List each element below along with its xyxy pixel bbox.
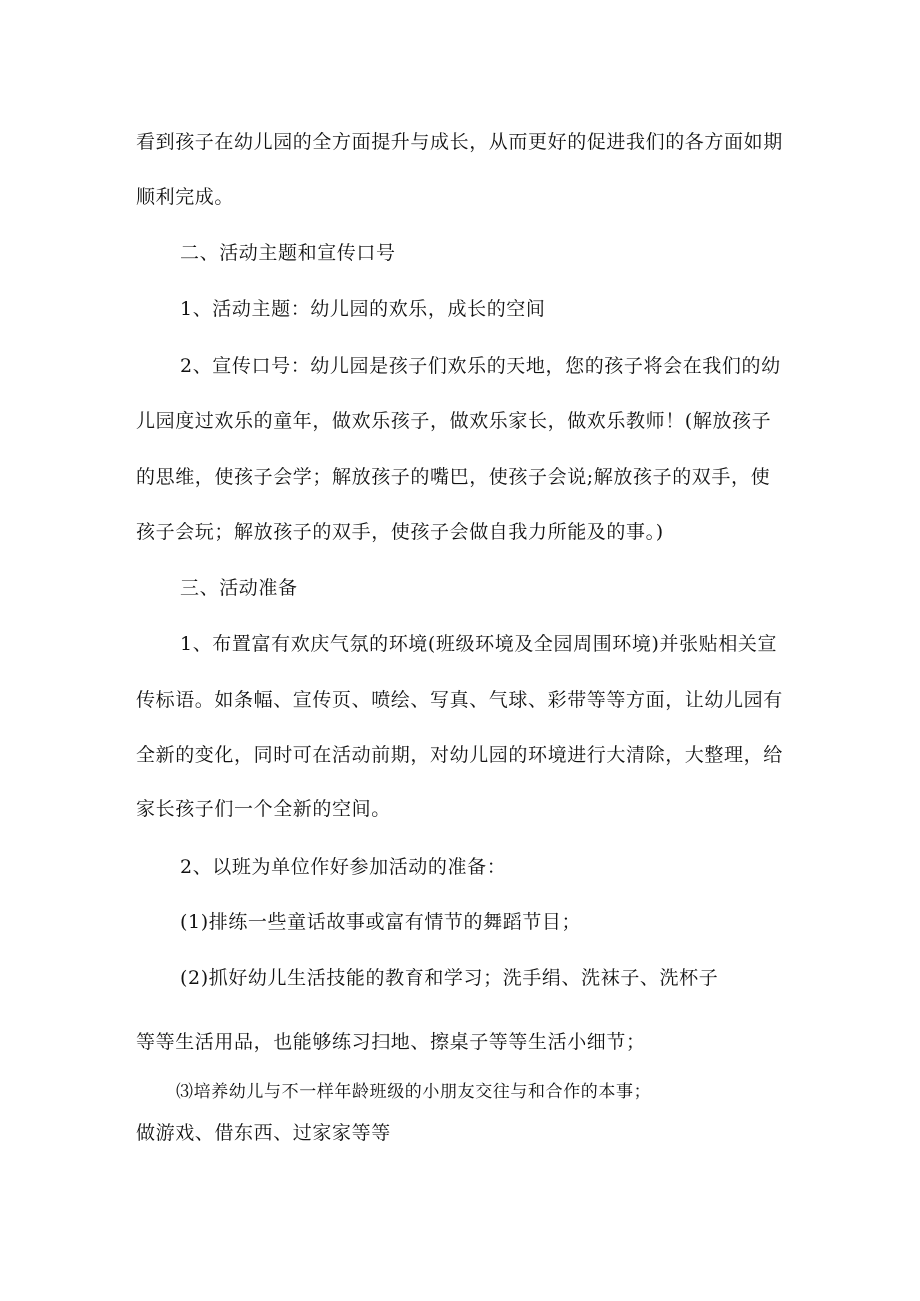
text-line: 做游戏、借东西、过家家等等: [136, 1122, 391, 1144]
text-line: 传标语。如条幅、宣传页、喷绘、写真、气球、彩带等等方面，让幼儿园有: [136, 689, 783, 711]
text-line: 的思维，使孩子会学；解放孩子的嘴巴，使孩子会说;解放孩子的双手，使: [136, 466, 771, 488]
text-line: 1、活动主题：幼儿园的欢乐，成长的空间: [180, 298, 546, 320]
text-line: 2、宣传口号：幼儿园是孩子们欢乐的天地，您的孩子将会在我们的幼: [180, 355, 781, 377]
text-line: 儿园度过欢乐的童年，做欢乐孩子，做欢乐家长，做欢乐教师！(解放孩子: [136, 410, 772, 432]
list-item: (1)排练一些童话故事或富有情节的舞蹈节目；: [180, 911, 582, 933]
text-line: 2、以班为单位作好参加活动的准备：: [180, 856, 507, 878]
text-line: 等等生活用品，也能够练习扫地、擦桌子等等生活小细节；: [136, 1031, 646, 1053]
text-line: 家长孩子们一个全新的空间。: [136, 798, 391, 820]
section-heading: 二、活动主题和宣传口号: [180, 242, 396, 264]
text-line: 1、布置富有欢庆气氛的环境(班级环境及全园周围环境)并张贴相关宣: [180, 633, 778, 655]
list-item: (2)抓好幼儿生活技能的教育和学习；洗手绢、洗袜子、洗杯子: [180, 967, 719, 989]
text-line: 孩子会玩；解放孩子的双手，使孩子会做自我力所能及的事。): [136, 521, 664, 543]
section-heading: 三、活动准备: [180, 577, 298, 599]
text-line: 全新的变化，同时可在活动前期，对幼儿园的环境进行大清除，大整理，给: [136, 744, 783, 766]
list-item: ⑶培养幼儿与不一样年龄班级的小朋友交往与和合作的本事；: [176, 1082, 652, 1102]
text-line: 看到孩子在幼儿园的全方面提升与成长，从而更好的促进我们的各方面如期: [136, 131, 783, 153]
text-line: 顺利完成。: [136, 186, 235, 208]
